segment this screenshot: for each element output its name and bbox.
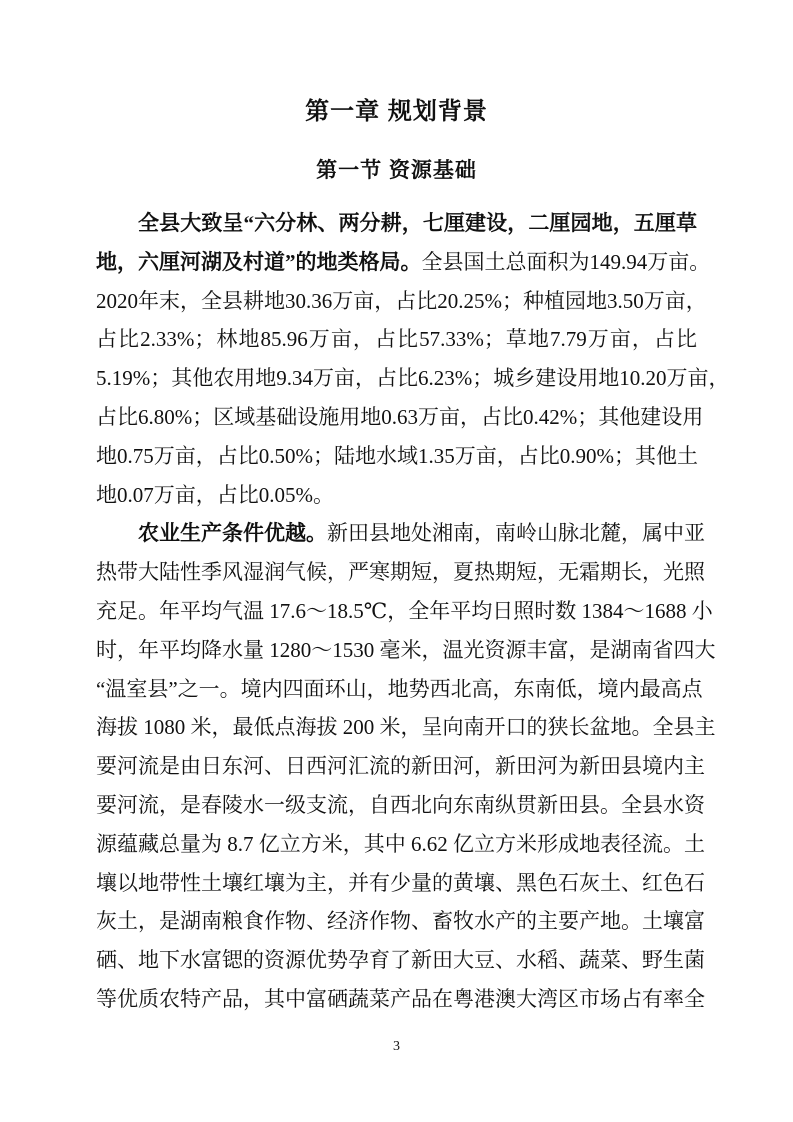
text-segment: 新田县地处湘南，南岭山脉北麓，属中亚 bbox=[327, 521, 705, 546]
text-segment: 壤以地带性土壤红壤为主，并有少量的黄壤、黑色石灰土、红色石 bbox=[96, 870, 705, 895]
text-segment: 充足。年平均气温 17.6～18.5℃，全年平均日照时数 1384～1688 小 bbox=[96, 598, 713, 623]
text-segment: 灰土，是湖南粮食作物、经济作物、畜牧水产的主要产地。土壤富 bbox=[96, 909, 705, 934]
text-line bbox=[96, 359, 730, 398]
text-line bbox=[96, 437, 697, 476]
text-segment: 占比6.80%；区域基础设施用地0.63万亩，占比0.42%；其他建设用 bbox=[96, 404, 704, 429]
text-segment: 2020年末，全县耕地30.36万亩，占比20.25%；种植园地3.50万亩， bbox=[96, 288, 707, 313]
chapter-title: 第一章 规划背景 bbox=[305, 98, 488, 125]
bold-text-segment: 全县大致呈“六分林、两分耕，七厘建设，二厘园地，五厘草 bbox=[138, 211, 697, 235]
text-line bbox=[96, 514, 705, 553]
text-segment: 时，年平均降水量 1280～1530 毫米，温光资源丰富，是湖南省四大 bbox=[96, 637, 716, 662]
text-line bbox=[96, 941, 705, 980]
text-line bbox=[96, 747, 705, 786]
text-line bbox=[96, 786, 705, 825]
text-line bbox=[96, 592, 713, 631]
text-line bbox=[96, 243, 711, 282]
text-segment: 占比2.33%；林地85.96万亩，占比57.33%；草地7.79万亩，占比 bbox=[96, 327, 697, 352]
bold-text-segment: 农业生产条件优越。 bbox=[138, 521, 327, 546]
text-segment: 要河流，是春陵水一级支流，自西北向东南纵贯新田县。全县水资 bbox=[96, 792, 705, 817]
text-line bbox=[96, 553, 705, 592]
text-segment: 地0.07万亩，占比0.05%。 bbox=[96, 482, 334, 507]
text-line bbox=[96, 670, 703, 709]
text-segment: “温室县”之一。境内四面环山，地势西北高，东南低，境内最高点 bbox=[96, 676, 703, 701]
text-line bbox=[96, 825, 705, 864]
text-line bbox=[96, 476, 697, 515]
text-segment: 源蕴藏总量为 8.7 亿立方米，其中 6.62 亿立方米形成地表径流。土 bbox=[96, 831, 705, 856]
section-title: 第一节 资源基础 bbox=[316, 159, 477, 182]
page-number: 3 bbox=[393, 1038, 400, 1054]
paragraph bbox=[96, 204, 730, 514]
text-line bbox=[96, 708, 716, 747]
text-line bbox=[96, 980, 705, 1019]
text-segment: 等优质农特产品，其中富硒蔬菜产品在粤港澳大湾区市场占有率全 bbox=[96, 986, 705, 1011]
text-line bbox=[96, 902, 705, 941]
text-line bbox=[96, 864, 705, 903]
text-segment: 硒、地下水富锶的资源优势孕育了新田大豆、水稻、蔬菜、野生菌 bbox=[96, 948, 705, 973]
text-line bbox=[96, 398, 704, 437]
text-line bbox=[96, 320, 697, 359]
text-line bbox=[96, 204, 697, 243]
paragraph bbox=[96, 514, 716, 1018]
text-segment: 要河流是由日东河、日西河汇流的新田河，新田河为新田县境内主 bbox=[96, 754, 705, 779]
text-segment: 地0.75万亩，占比0.50%；陆地水域1.35万亩，占比0.90%；其他土 bbox=[96, 443, 698, 468]
text-line bbox=[96, 282, 707, 321]
text-segment: 热带大陆性季风湿润气候，严寒期短，夏热期短，无霜期长，光照 bbox=[96, 560, 705, 585]
text-line bbox=[96, 631, 716, 670]
bold-text-segment: 地，六厘河湖及村道”的地类格局。 bbox=[96, 249, 422, 274]
text-segment: 全县国土总面积为149.94万亩。 bbox=[421, 249, 711, 274]
text-segment: 海拔 1080 米，最低点海拔 200 米，呈向南开口的狭长盆地。全县主 bbox=[96, 715, 716, 740]
text-segment: 5.19%；其他农用地9.34万亩，占比6.23%；城乡建设用地10.20万亩， bbox=[96, 366, 730, 391]
body-text bbox=[96, 204, 730, 1019]
